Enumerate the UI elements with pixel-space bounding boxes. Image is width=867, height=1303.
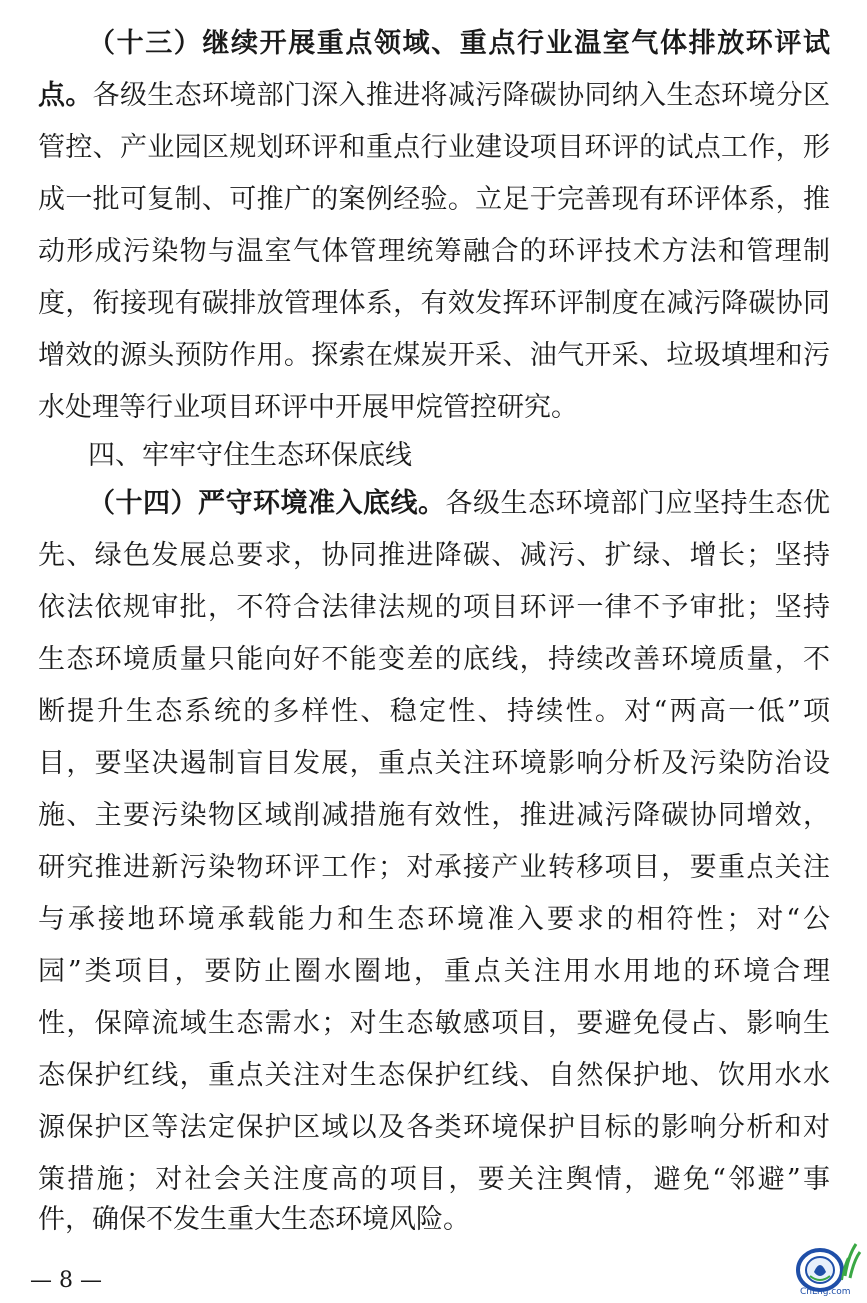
para13-line-8: 水处理等行业项目环评中开展甲烷管控研究。 [38, 392, 578, 423]
page-number: — 8 — [30, 1268, 102, 1293]
para14-line-14: 策措施；对社会关注度高的项目，要关注舆情，避免“邻避”事 [38, 1164, 830, 1195]
para14-line-4: 生态环境质量只能向好不能变差的底线，持续改善环境质量，不 [38, 644, 830, 675]
para13-line-2 [38, 70, 830, 122]
para13-heading-cont: 点。 [38, 80, 93, 111]
section-4-title: 四、牢牢守住生态环保底线 [88, 440, 412, 471]
para13-line-2-text: 各级生态环境部门深入推进将减污降碳协同纳入生态环境分区 [92, 80, 831, 111]
para13-line-1 [88, 18, 830, 70]
para14-line-9: 与承接地环境承载能力和生态环境准入要求的相符性；对“公 [38, 904, 830, 935]
para13-line-6: 度，衔接现有碳排放管理体系，有效发挥环评制度在减污降碳协同 [38, 288, 830, 319]
para14-heading: （十四）严守环境准入底线。 [88, 488, 446, 519]
para14-line-6: 目，要坚决遏制盲目发展，重点关注环境影响分析及污染防治设 [38, 748, 830, 779]
para13-line-4: 成一批可复制、可推广的案例经验。立足于完善现有环评体系，推 [38, 184, 830, 215]
para14-line-3: 依法依规审批，不符合法律法规的项目环评一律不予审批；坚持 [38, 592, 830, 623]
para13-heading: （十三）继续开展重点领域、重点行业温室气体排放环评试 [88, 28, 830, 59]
para14-line-1-text: 各级生态环境部门应坚持生态优 [445, 488, 830, 519]
para14-line-13: 源保护区等法定保护区域以及各类环境保护目标的影响分析和对 [38, 1112, 830, 1143]
para14-line-10: 园”类项目，要防止圈水圈地，重点关注用水用地的环境合理 [38, 956, 830, 987]
para13-line-3: 管控、产业园区规划环评和重点行业建设项目环评的试点工作，形 [38, 132, 830, 163]
para14-line-8: 研究推进新污染物环评工作；对承接产业转移项目，要重点关注 [38, 852, 830, 883]
para14-line-5: 断提升生态系统的多样性、稳定性、持续性。对“两高一低”项 [38, 696, 830, 727]
para13-line-7: 增效的源头预防作用。探索在煤炭开采、油气开采、垃圾填埋和污 [38, 340, 830, 371]
para14-line-2: 先、绿色发展总要求，协同推进降碳、减污、扩绿、增长；坚持 [38, 540, 830, 571]
para14-line-1 [88, 478, 830, 530]
para14-line-12: 态保护红线，重点关注对生态保护红线、自然保护地、饮用水水 [38, 1060, 830, 1091]
para14-line-7: 施、主要污染物区域削减措施有效性，推进减污降碳协同增效， [38, 800, 830, 831]
para14-line-15: 件，确保不发生重大生态环境风险。 [38, 1204, 470, 1235]
para14-line-11: 性，保障流域生态需水；对生态敏感项目，要避免侵占、影响生 [38, 1008, 830, 1039]
logo-text: CnLng.com [800, 1287, 851, 1297]
para13-line-5: 动形成污染物与温室气体管理统筹融合的环评技术方法和管理制 [38, 236, 830, 267]
